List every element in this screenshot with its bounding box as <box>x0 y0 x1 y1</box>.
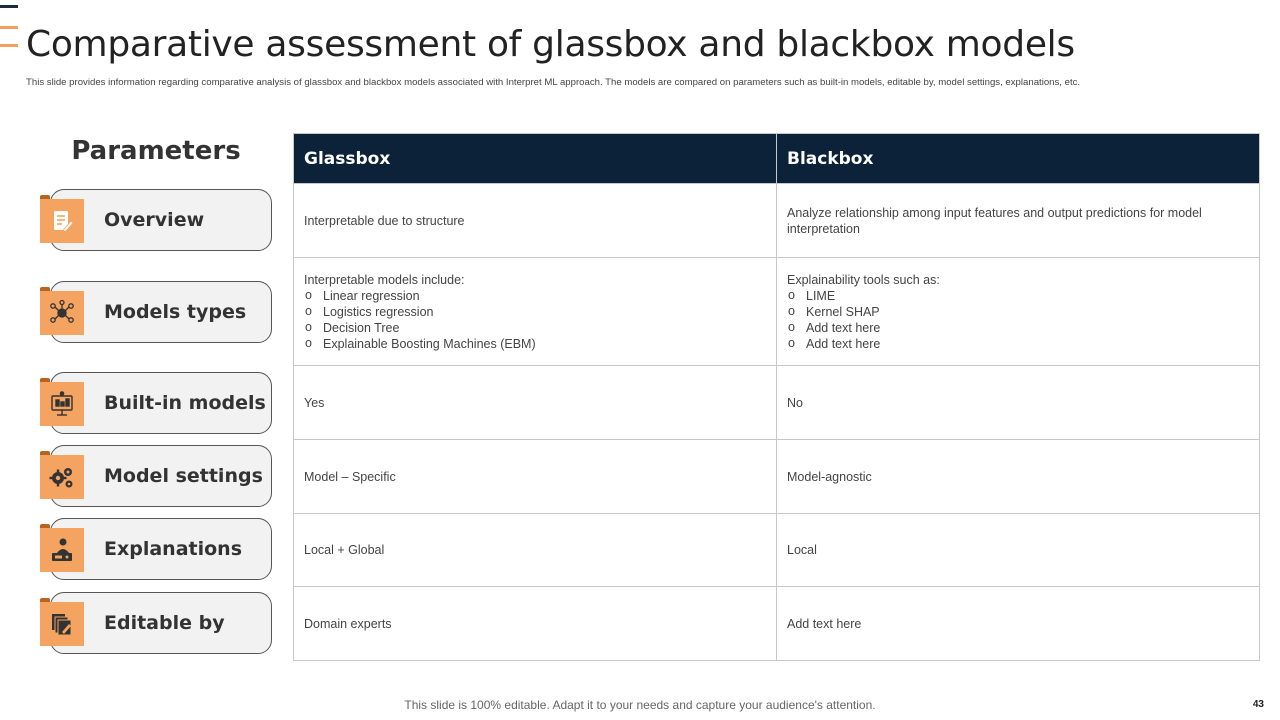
list-item: o Explainable Boosting Machines (EBM) <box>304 336 766 352</box>
cell-blackbox-editable: Add text here <box>777 587 1260 661</box>
parameter-label: Model settings <box>104 465 263 487</box>
cell-blackbox-explanations: Local <box>777 514 1260 587</box>
list-item: o Linear regression <box>304 288 766 304</box>
parameter-label: Built-in models <box>104 392 266 414</box>
table-row <box>294 440 1260 514</box>
parameter-label: Models types <box>104 301 247 323</box>
list-item: o Add text here <box>787 320 1249 336</box>
parameter-card-built-in-models <box>38 372 272 434</box>
parameter-label: Explanations <box>104 538 243 560</box>
table-row <box>294 514 1260 587</box>
presenter-icon <box>40 528 84 572</box>
cell-glassbox-explanations: Local + Global <box>294 514 777 587</box>
parameters-heading: Parameters <box>71 136 241 166</box>
parameter-card-editable-by <box>38 592 272 654</box>
list-item: o Logistics regression <box>304 304 766 320</box>
slide-title: Comparative assessment of glassbox and blackbox models <box>26 24 1075 65</box>
cell-intro: Explainability tools such as: <box>787 272 940 287</box>
network-nodes-icon <box>40 291 84 335</box>
footer-note: This slide is 100% editable. Adapt it to your needs and capture your audience's attention. <box>404 698 876 712</box>
table-row <box>294 587 1260 661</box>
cell-blackbox-models-types <box>777 258 1260 366</box>
table-row <box>294 366 1260 440</box>
list-item: o Add text here <box>787 336 1249 352</box>
gears-icon <box>40 455 84 499</box>
accent-bar-orange <box>0 26 18 29</box>
cell-glassbox-settings: Model – Specific <box>294 440 777 514</box>
accent-bar-dark <box>0 5 18 8</box>
cell-glassbox-models-types <box>294 258 777 366</box>
parameter-label: Editable by <box>104 612 225 634</box>
bullet-list <box>304 288 766 352</box>
presentation-board-icon <box>40 382 84 426</box>
cell-glassbox-built-in: Yes <box>294 366 777 440</box>
cell-blackbox-overview: Analyze relationship among input features and output predictions for model interpretation <box>777 184 1260 258</box>
slide-subtitle: This slide provides information regarding comparative analysis of glassbox and blackbox models associated with Interpret ML approach. The models are compared on parameters such as built-in models, editable by, model settings, explanations, etc. <box>26 77 1081 88</box>
parameter-card-overview <box>38 189 272 251</box>
table-row <box>294 184 1260 258</box>
cell-blackbox-built-in: No <box>777 366 1260 440</box>
page-number: 43 <box>1252 699 1264 710</box>
parameter-card-model-settings <box>38 445 272 507</box>
list-item: o Decision Tree <box>304 320 766 336</box>
comparison-table <box>293 133 1260 661</box>
table-header-row <box>294 134 1260 184</box>
parameter-card-models-types <box>38 281 272 343</box>
cell-blackbox-settings: Model-agnostic <box>777 440 1260 514</box>
list-item: o LIME <box>787 288 1249 304</box>
header-blackbox: Blackbox <box>777 134 1260 184</box>
bullet-list <box>787 288 1249 352</box>
cell-glassbox-editable: Domain experts <box>294 587 777 661</box>
list-item: o Kernel SHAP <box>787 304 1249 320</box>
document-pen-icon <box>40 199 84 243</box>
stacked-files-edit-icon <box>40 602 84 646</box>
parameter-card-explanations <box>38 518 272 580</box>
accent-bar-orange-2 <box>0 44 18 47</box>
header-glassbox: Glassbox <box>294 134 777 184</box>
table-row <box>294 258 1260 366</box>
cell-intro: Interpretable models include: <box>304 272 465 287</box>
parameter-label: Overview <box>104 209 205 231</box>
cell-glassbox-overview: Interpretable due to structure <box>294 184 777 258</box>
